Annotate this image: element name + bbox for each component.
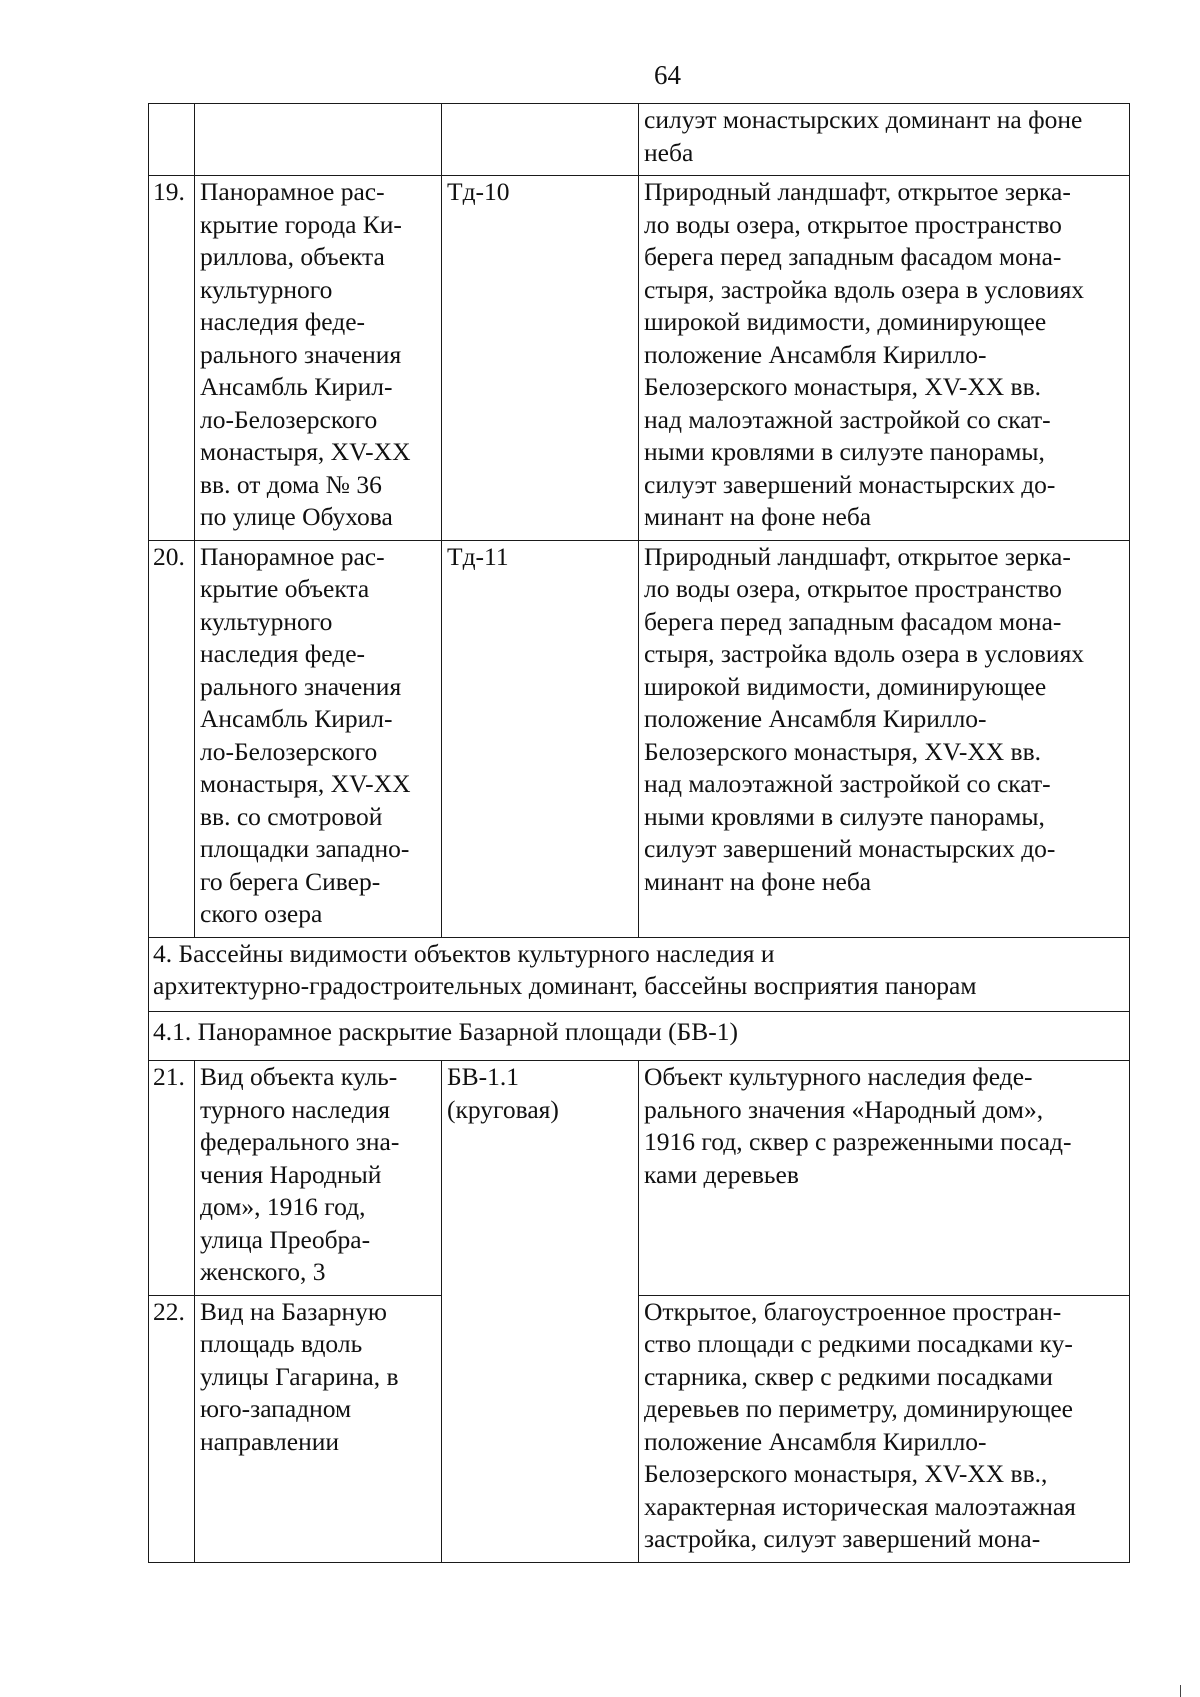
name-line: ло-Белозерского [200,404,378,434]
name-line: наследия феде- [200,307,366,336]
row-name-cell [195,1061,442,1296]
description-line: стыря, застройка вдоль озера в условиях [644,274,1085,304]
document-table [148,103,1130,1563]
name-line: улица Преобра- [200,1224,371,1254]
description-line: над малоэтажной застройкой со скат- [644,404,1051,434]
description-line: Объект культурного наследия феде- [644,1062,1033,1091]
code-line: Тд-10 [447,177,510,206]
description-line: деревьев по периметру, доминирующее [644,1394,1073,1423]
scan-mark [1180,1685,1181,1697]
name-line: рального значения [200,671,402,701]
name-line: федерального зна- [200,1127,400,1156]
table-row [149,1061,1130,1296]
section-heading-line: 4.1. Панорамное раскрытие Базарной площади (БВ-1) [153,1016,738,1046]
name-line: Ансамбль Кирил- [200,704,393,733]
name-line: чения Народный [200,1159,382,1189]
description-line: характерная историческая малоэтажная [644,1491,1076,1521]
code-line: Тд-11 [447,541,509,571]
name-line: по улице Обухова [200,502,393,531]
name-line: Панорамное рас- [200,541,385,571]
description-line: Белозерского монастыря, XV-XX вв. [644,372,1042,401]
name-line: турного наследия [200,1094,390,1124]
description-line: берега перед западным фасадом мона- [644,606,1062,636]
row-description-cell [639,104,1130,176]
row-number: 21. [153,1062,185,1091]
name-line: юго-западном [200,1394,352,1423]
description-line: над малоэтажной застройкой со скат- [644,769,1051,798]
table-row [149,540,1130,937]
row-name-cell [195,1295,442,1562]
name-line: Вид на Базарную [200,1296,387,1326]
name-line: женского, 3 [200,1257,326,1286]
description-line: широкой видимости, доминирующее [644,671,1047,701]
row-description-cell [639,1061,1130,1296]
row-number: 19. [153,177,185,206]
table-row [149,1295,1130,1562]
row-number: 20. [153,541,185,571]
description-line: силуэт завершений монастырских до- [644,469,1056,499]
description-line: Белозерского монастыря, XV-XX вв., [644,1459,1048,1488]
name-line: монастыря, XV-XX [200,769,411,798]
section-heading-4-cell [149,937,1130,1011]
name-line: площадки западно- [200,834,410,863]
description-line: застройка, силуэт завершений мона- [644,1524,1041,1553]
code-line: БВ-1.1 [447,1062,520,1091]
name-line: крытие объекта [200,574,370,603]
name-line: Ансамбль Кирил- [200,372,393,401]
description-line: стыря, застройка вдоль озера в условиях [644,639,1085,668]
description-line: неба [644,137,694,167]
name-line: монастыря, XV-XX [200,437,411,466]
description-line: 1916 год, сквер с разреженными посад- [644,1127,1072,1156]
description-line: ками деревьев [644,1159,799,1189]
row-code-cell [442,1061,639,1563]
description-line: положение Ансамбля Кирилло- [644,704,987,733]
page-number: 64 [654,60,681,90]
description-line: старника, сквер с редкими посадками [644,1361,1053,1391]
description-line: ными кровлями в силуэте панорамы, [644,801,1045,831]
description-line: рального значения «Народный дом», [644,1094,1044,1124]
name-line: площадь вдоль [200,1329,363,1358]
name-line: риллова, объекта [200,242,385,271]
section-heading-4-1-cell [149,1011,1130,1061]
description-line: ными кровлями в силуэте панорамы, [644,437,1045,466]
description-line: Белозерского монастыря, XV-XX вв. [644,736,1042,766]
row-number-cell [149,540,195,937]
section-heading-4-1 [149,1011,1130,1061]
row-number-cell [149,1295,195,1562]
description-line: Природный ландшафт, открытое зерка- [644,177,1071,206]
description-line: минант на фоне неба [644,502,872,531]
name-line: улицы Гагарина, в [200,1361,399,1391]
name-line: ского озера [200,899,323,928]
row-name-cell [195,104,442,176]
code-line: (круговая) [447,1094,559,1124]
row-number-cell [149,1061,195,1296]
description-line: силуэт завершений монастырских до- [644,834,1056,863]
row-description-cell [639,1295,1130,1562]
name-line: крытие города Ки- [200,209,402,239]
description-line: ство площади с редкими посадками ку- [644,1329,1073,1358]
description-line: ло воды озера, открытое пространство [644,574,1062,603]
name-line: культурного [200,606,333,636]
description-line: силуэт монастырских доминант на фоне [644,105,1083,134]
name-line: вв. от дома № 36 [200,469,382,499]
table-row [149,176,1130,541]
name-line: го берега Сивер- [200,866,381,896]
description-line: минант на фоне неба [644,866,872,896]
row-name-cell [195,540,442,937]
row-code-cell [442,104,639,176]
name-line: Вид объекта куль- [200,1062,398,1091]
description-line: Открытое, благоустроенное простран- [644,1296,1062,1326]
section-heading-line: архитектурно-градостроительных доминант, бассейны восприятия панорам [153,971,977,1000]
row-code-cell [442,540,639,937]
name-line: рального значения [200,339,402,369]
row-code-cell [442,176,639,541]
section-heading-4 [149,937,1130,1011]
name-line: направлении [200,1426,340,1456]
description-line: ло воды озера, открытое пространство [644,209,1062,239]
row-number-cell [149,104,195,176]
name-line: дом», 1916 год, [200,1192,366,1221]
name-line: культурного [200,274,333,304]
row-number: 22. [153,1296,185,1326]
section-heading-line: 4. Бассейны видимости объектов культурного наследия и [153,938,775,968]
table-row-continued [149,104,1130,176]
name-line: вв. со смотровой [200,801,383,831]
row-description-cell [639,176,1130,541]
name-line: наследия феде- [200,639,366,668]
row-description-cell [639,540,1130,937]
description-line: положение Ансамбля Кирилло- [644,339,987,369]
name-line: ло-Белозерского [200,736,378,766]
description-line: Природный ландшафт, открытое зерка- [644,541,1071,571]
description-line: широкой видимости, доминирующее [644,307,1047,336]
name-line: Панорамное рас- [200,177,385,206]
description-line: положение Ансамбля Кирилло- [644,1426,987,1456]
description-line: берега перед западным фасадом мона- [644,242,1062,271]
row-name-cell [195,176,442,541]
row-number-cell [149,176,195,541]
